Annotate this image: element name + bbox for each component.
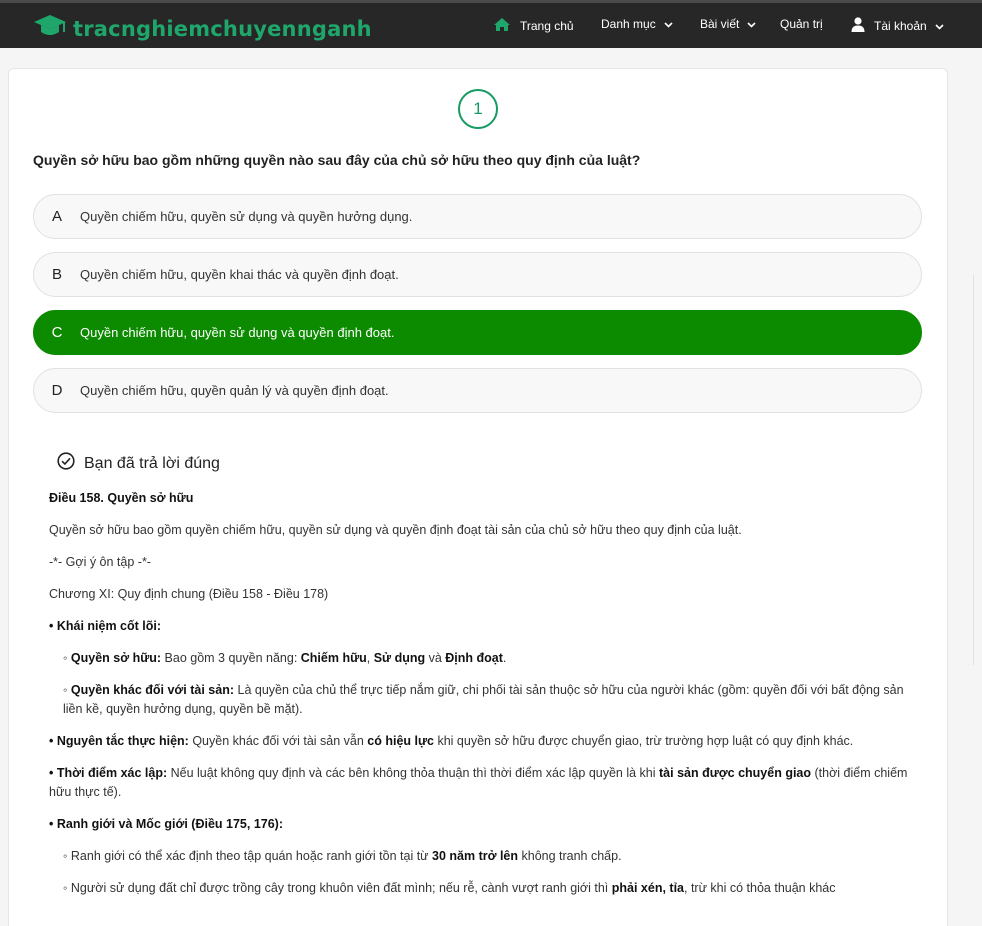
site-logo[interactable] — [33, 13, 372, 44]
user-icon — [851, 17, 865, 35]
top-navbar — [0, 0, 982, 48]
core-concept-title: • Khái niệm cốt lõi: — [49, 619, 162, 633]
article-title: Điều 158. Quyền sở hữu — [49, 491, 194, 505]
article-body: Quyền sở hữu bao gồm quyền chiếm hữu, quyền sử dụng và quyền định đoạt tài sản của chủ sở hữu theo quy định của luật. — [49, 523, 742, 537]
boundary-title: • Ranh giới và Mốc giới (Điều 175, 176): — [49, 817, 284, 831]
ownership-definition: ◦ Quyền sở hữu: Bao gồm 3 quyền năng: Chiếm hữu, Sử dụng và Định đoạt. — [63, 651, 507, 665]
option-letter: C — [51, 324, 63, 341]
option-letter: D — [51, 382, 63, 399]
option-a[interactable] — [33, 194, 922, 239]
option-text: Quyền chiếm hữu, quyền sử dụng và quyền định đoạt. — [80, 325, 395, 340]
establish-time-text: • Thời điểm xác lập: Nếu luật không quy định và các bên không thỏa thuận thì thời điểm xác lập quyền là khi tài sản được chuyển giao (thời điểm chiếm hữu thực tế). — [49, 766, 908, 799]
chapter-text: Chương XI: Quy định chung (Điều 158 - Điều 178) — [49, 587, 329, 601]
nav-home-label: Trang chủ — [520, 19, 574, 33]
nav-account-label: Tài khoản — [874, 19, 927, 33]
principle-text: • Nguyên tắc thực hiện: Quyền khác đối với tài sản vẫn có hiệu lực khi quyền sở hữu được chuyển giao, trừ trường hợp luật có quy định khác. — [49, 734, 854, 748]
nav-categories[interactable] — [601, 17, 673, 31]
nav-home[interactable] — [493, 17, 574, 35]
option-text: Quyền chiếm hữu, quyền sử dụng và quyền hưởng dụng. — [80, 209, 413, 224]
hint-label: -*- Gợi ý ôn tập -*- — [49, 555, 151, 569]
nav-admin[interactable] — [780, 17, 823, 31]
home-icon — [493, 17, 511, 35]
option-letter: B — [51, 266, 62, 283]
option-c-correct[interactable] — [33, 310, 922, 355]
brand-name: tracnghiemchuyennganh — [73, 16, 372, 41]
chevron-down-icon — [664, 17, 673, 31]
option-text: Quyền chiếm hữu, quyền quản lý và quyền định đoạt. — [80, 383, 389, 398]
chevron-down-icon — [935, 19, 944, 33]
question-number: 1 — [458, 89, 498, 129]
other-rights-definition: ◦ Quyền khác đối với tài sản: Là quyền của chủ thể trực tiếp nắm giữ, chi phối tài sản thuộc sở hữu của người khác (gồm: quyền đối với bất động sản liền kề, quyền hưởng dụng, quyền bề mặt). — [63, 683, 904, 716]
boundary-item-1: ◦ Ranh giới có thể xác định theo tập quán hoặc ranh giới tồn tại từ 30 năm trở lên không tranh chấp. — [63, 849, 622, 863]
answer-result — [57, 452, 220, 475]
option-b[interactable] — [33, 252, 922, 297]
side-panel-edge — [973, 275, 982, 665]
boundary-item-2: ◦ Người sử dụng đất chỉ được trồng cây trong khuôn viên đất mình; nếu rễ, cành vượt ranh giới thì phải xén, tỉa, trừ khi có thỏa thuận khác — [63, 881, 836, 895]
option-d[interactable] — [33, 368, 922, 413]
nav-posts-label: Bài viết — [700, 17, 740, 31]
nav-posts[interactable] — [700, 17, 756, 31]
nav-categories-label: Danh mục — [601, 17, 656, 31]
chevron-down-icon — [747, 17, 756, 31]
question-text: Quyền sở hữu bao gồm những quyền nào sau đây của chủ sở hữu theo quy định của luật? — [33, 152, 641, 168]
nav-account[interactable] — [851, 17, 944, 35]
result-text: Bạn đã trả lời đúng — [84, 454, 220, 472]
nav-admin-label: Quản trị — [780, 17, 823, 31]
option-text: Quyền chiếm hữu, quyền khai thác và quyền định đoạt. — [80, 267, 399, 282]
check-circle-icon — [57, 452, 75, 475]
option-letter: A — [51, 208, 62, 225]
graduation-cap-icon — [33, 13, 67, 44]
